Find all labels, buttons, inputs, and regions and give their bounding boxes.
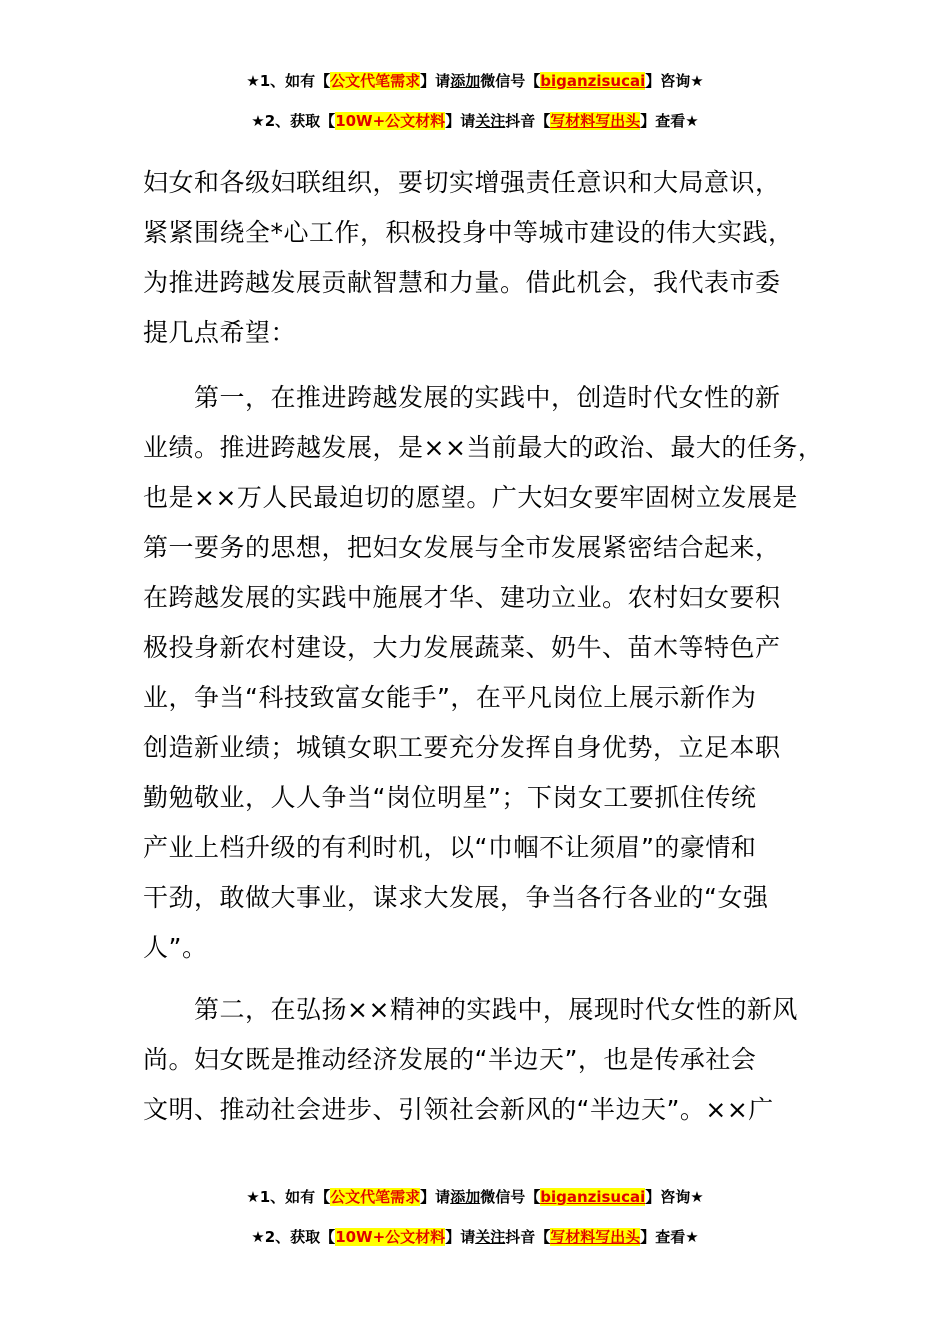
banner-highlight-materials: 10W+公文材料 — [335, 112, 446, 130]
banner-text: ★2、获取【 — [251, 1228, 336, 1246]
text-line: 文明、推动社会进步、引领社会新风的“半边天”。××广 — [143, 1095, 774, 1124]
banner-text: ★1、如有【 — [246, 1188, 331, 1206]
text-line: 极投身新农村建设，大力发展蔬菜、奶牛、苗木等特色产 — [143, 633, 781, 662]
banner-emphasis: 关注 — [475, 112, 506, 130]
paragraph-first-hope — [143, 373, 843, 973]
banner-text: 】请 — [420, 1188, 451, 1206]
banner-text: 】请 — [445, 112, 476, 130]
header-banner-line-2 — [0, 110, 950, 132]
banner-text: 】请 — [420, 72, 451, 90]
banner-wechat-id[interactable]: biganzisucai — [540, 72, 646, 90]
text-line: 业绩。推进跨越发展，是××当前最大的政治、最大的任务， — [143, 433, 824, 462]
banner-text: 】咨询★ — [645, 72, 704, 90]
text-line: 紧紧围绕全*心工作，积极投身中等城市建设的伟大实践， — [143, 218, 794, 247]
banner-text: 】请 — [445, 1228, 476, 1246]
banner-text: 】查看★ — [640, 1228, 699, 1246]
text-line: 第一，在推进跨越发展的实践中，创造时代女性的新 — [143, 383, 781, 412]
banner-text: 】咨询★ — [645, 1188, 704, 1206]
banner-highlight-materials: 10W+公文材料 — [335, 1228, 446, 1246]
text-line: 第二，在弘扬××精神的实践中，展现时代女性的新风 — [143, 995, 798, 1024]
text-line: 为推进跨越发展贡献智慧和力量。借此机会，我代表市委 — [143, 268, 781, 297]
banner-emphasis: 添加 — [450, 1188, 481, 1206]
text-line: 提几点希望： — [143, 318, 297, 347]
banner-highlight-service: 公文代笔需求 — [330, 1188, 421, 1206]
banner-text: ★1、如有【 — [246, 72, 331, 90]
paragraph-intro — [143, 158, 843, 358]
text-line: 妇女和各级妇联组织，要切实增强责任意识和大局意识， — [143, 168, 781, 197]
text-line: 创造新业绩；城镇女职工要充分发挥自身优势，立足本职 — [143, 733, 781, 762]
text-line: 勤勉敬业，人人争当“岗位明星”；下岗女工要抓住传统 — [143, 783, 757, 812]
banner-text: 抖音【 — [505, 1228, 551, 1246]
text-line: 第一要务的思想，把妇女发展与全市发展紧密结合起来， — [143, 533, 781, 562]
header-banner-line-1 — [0, 70, 950, 92]
banner-text: ★2、获取【 — [251, 112, 336, 130]
footer-banner-line-1 — [0, 1186, 950, 1208]
banner-highlight-service: 公文代笔需求 — [330, 72, 421, 90]
footer-banner-line-2 — [0, 1226, 950, 1248]
banner-emphasis: 关注 — [475, 1228, 506, 1246]
banner-text: 微信号【 — [480, 72, 541, 90]
text-line: 在跨越发展的实践中施展才华、建功立业。农村妇女要积 — [143, 583, 781, 612]
banner-text: 抖音【 — [505, 112, 551, 130]
paragraph-second-hope — [143, 985, 843, 1135]
banner-text: 微信号【 — [480, 1188, 541, 1206]
banner-emphasis: 添加 — [450, 72, 481, 90]
text-line: 也是××万人民最迫切的愿望。广大妇女要牢固树立发展是 — [143, 483, 798, 512]
text-line: 人”。 — [143, 933, 208, 962]
text-line: 业，争当“科技致富女能手”，在平凡岗位上展示新作为 — [143, 683, 757, 712]
banner-text: 】查看★ — [640, 112, 699, 130]
banner-douyin-id[interactable]: 写材料写出头 — [550, 112, 641, 130]
banner-douyin-id[interactable]: 写材料写出头 — [550, 1228, 641, 1246]
text-line: 尚。妇女既是推动经济发展的“半边天”，也是传承社会 — [143, 1045, 757, 1074]
text-line: 干劲，敢做大事业，谋求大发展，争当各行各业的“女强 — [143, 883, 769, 912]
text-line: 产业上档升级的有利时机，以“巾帼不让须眉”的豪情和 — [143, 833, 757, 862]
banner-wechat-id[interactable]: biganzisucai — [540, 1188, 646, 1206]
